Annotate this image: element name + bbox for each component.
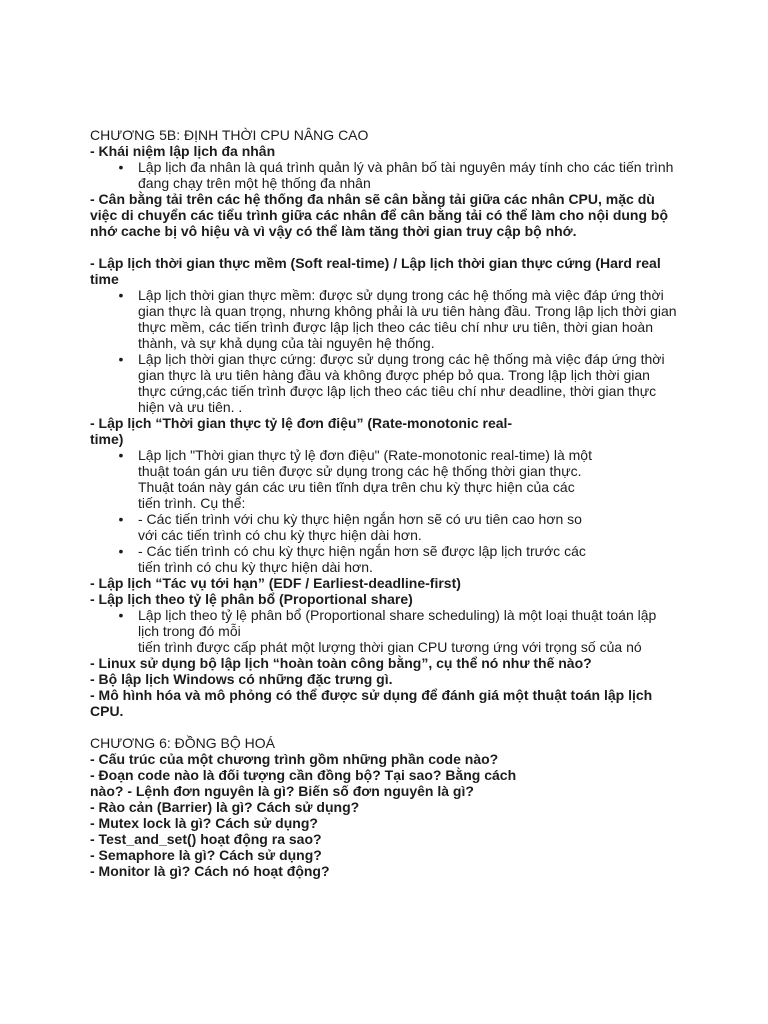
linux-question: - Linux sử dụng bộ lập lịch “hoàn toàn công bằng”, cụ thể nó như thế nào? - Bộ lập lịch Windows có những đặc trưng gì.: [90, 655, 592, 687]
rate-monotonic-bullet: • - Các tiến trình với chu kỳ thực hiện ngắn hơn sẽ có ưu tiên cao hơn so với các tiến trình có chu kỳ thực hiện dài hơn.: [90, 511, 593, 543]
rate-monotonic-bullet: • - Các tiến trình có chu kỳ thực hiện ngắn hơn sẽ được lập lịch trước các tiến trình có chu kỳ thực hiện dài hơn.: [90, 543, 593, 575]
document-body: [90, 127, 680, 879]
bullet-icon: •: [118, 447, 124, 463]
chapter-5-title: CHƯƠNG 5B: ĐỊNH THỜI CPU NÂNG CAO: [90, 127, 369, 143]
modeling-question: - Mô hình hóa và mô phỏng có thể được sử dụng để đánh giá một thuật toán lập lịch CPU.: [90, 687, 653, 719]
chapter-6-question: - Rào cản (Barrier) là gì? Cách sử dụng?: [90, 799, 360, 815]
chapter-6-question: - Cấu trúc của một chương trình gồm những phần code nào?: [90, 751, 499, 767]
realtime-heading: - Lập lịch thời gian thực mềm (Soft real-time) / Lập lịch thời gian thực cứng (Hard real time: [90, 255, 661, 287]
chapter-6-title: CHƯƠNG 6: ĐỒNG BỘ HOÁ: [90, 735, 275, 751]
multicore-bullet: • Lập lịch đa nhân là quá trình quản lý và phân bố tài nguyên máy tính cho các tiến trình đang chạy trên một hệ thống đa nhân: [90, 159, 680, 191]
edf-heading: - Lập lịch “Tác vụ tới hạn” (EDF / Earliest-deadline-first): [90, 575, 461, 591]
bullet-icon: •: [118, 511, 124, 527]
realtime-bullet-soft: • Lập lịch thời gian thực mềm: được sử dụng trong các hệ thống mà việc đáp ứng thời gian thực là quan trọng, nhưng không phải là ưu tiên hàng đầu. Trong lập lịch thời gian thực mềm, các tiến trình được lập lịch theo các tiêu chí như ưu tiên, thời gian hoàn thành, và sự khả dụng của tài nguyên hệ thống.: [90, 287, 680, 351]
bullet-icon: •: [118, 607, 124, 623]
rate-monotonic-bullet: • Lập lịch "Thời gian thực tỷ lệ đơn điệu" (Rate-monotonic real-time) là một thuật toán gán ưu tiên được sử dụng trong các hệ thống thời gian thực. Thuật toán này gán các ưu tiên tĩnh dựa trên chu kỳ thực hiện của các tiến trình. Cụ thể:: [90, 447, 593, 511]
bullet-icon: •: [118, 287, 124, 303]
realtime-bullet-hard: • Lập lịch thời gian thực cứng: được sử dụng trong các hệ thống mà việc đáp ứng thời gian thực là ưu tiên hàng đầu và không được phép bỏ qua. Trong lập lịch thời gian thực cứng,các tiến trình được lập lịch theo các tiêu chí như deadline, thời gian thực hiện và ưu tiên. .: [90, 351, 680, 415]
bullet-icon: •: [118, 351, 124, 367]
load-balancing-text: - Cân bằng tải trên các hệ thống đa nhân sẽ cân bằng tải giữa các nhân CPU, mặc dù việc di chuyển các tiểu trình giữa các nhân để cân bằng tải có thể làm cho nội dung bộ nhớ cache bị vô hiệu và vì vậy có thể làm tăng thời gian truy cập bộ nhớ.: [90, 191, 669, 239]
proportional-share-heading: - Lập lịch theo tỷ lệ phân bổ (Proportional share): [90, 591, 413, 607]
bullet-icon: •: [118, 159, 124, 175]
chapter-6-question: - Semaphore là gì? Cách sử dụng?: [90, 847, 322, 863]
chapter-6-question: - Monitor là gì? Cách nó hoạt động?: [90, 863, 330, 879]
proportional-share-continuation: tiến trình được cấp phát một lượng thời gian CPU tương ứng với trọng số của nó: [138, 639, 642, 655]
chapter-6-question: - Test_and_set() hoạt động ra sao?: [90, 831, 322, 847]
rate-monotonic-heading: - Lập lịch “Thời gian thực tỷ lệ đơn điệu” (Rate-monotonic real-time): [90, 415, 513, 447]
chapter-6-question: - Đoạn code nào là đối tượng cần đồng bộ? Tại sao? Bằng cách nào? - Lệnh đơn nguyên là gì? Biến số đơn nguyên là gì?: [90, 767, 517, 799]
chapter-6-question: - Mutex lock là gì? Cách sử dụng?: [90, 815, 318, 831]
bullet-icon: •: [118, 543, 124, 559]
multicore-heading: - Khái niệm lập lịch đa nhân: [90, 143, 276, 159]
proportional-share-bullet: • Lập lịch theo tỷ lệ phân bổ (Proportional share scheduling) là một loại thuật toán lập lịch trong đó mỗi: [90, 607, 680, 639]
